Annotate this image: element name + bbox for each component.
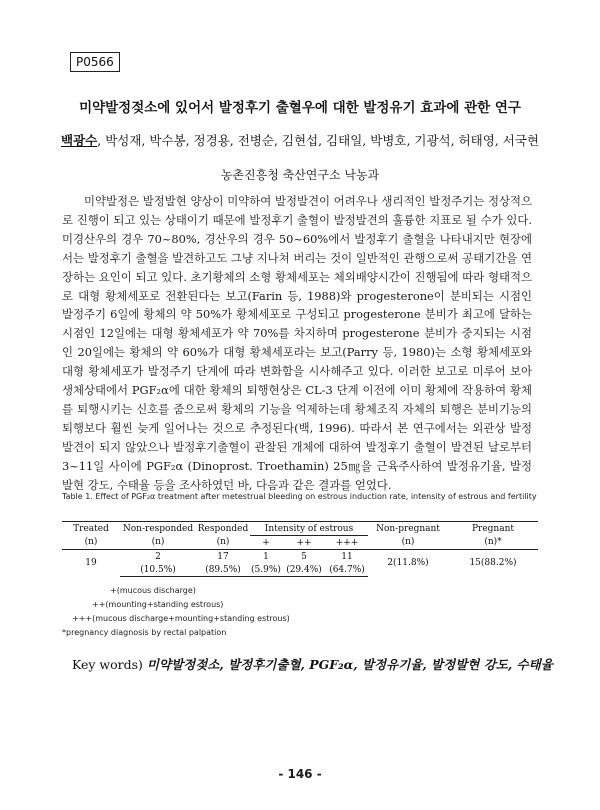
keywords-text: 미약발정젖소, 발정후기출혈, PGF₂α, 발정유기율, 발정발현 강도, 수태율: [146, 657, 553, 672]
cell-plus1-pct: (5.9%): [251, 564, 281, 575]
header-responded-n: (n): [196, 536, 250, 550]
header-treated-n: (n): [62, 536, 120, 550]
cell-responded-pct: (89.5%): [196, 563, 250, 577]
keywords-line: [72, 655, 553, 673]
header-non-pregnant-n: (n): [368, 536, 448, 550]
header-treated: Treated: [62, 522, 120, 536]
cell-pregnant: 15(88.2%): [469, 558, 517, 569]
header-pregnant: Pregnant: [448, 522, 538, 536]
cell-responded: 17: [217, 551, 229, 562]
header-plus3: +++: [326, 536, 368, 550]
header-plus1: +: [250, 536, 282, 550]
keywords-label: Key words): [72, 657, 143, 672]
table-note: ++(mounting+standing estrous): [92, 600, 224, 609]
cell-plus1: 1: [263, 551, 269, 562]
header-pregnant-n: (n)*: [448, 536, 538, 550]
cell-non-responded: 2: [155, 551, 161, 562]
header-non-responded: Non-responded: [120, 522, 196, 536]
author-list: [0, 131, 600, 149]
paper-code-box: [70, 52, 120, 72]
results-table: [62, 521, 538, 577]
cell-plus2: 5: [301, 551, 307, 562]
table-note: *pregnancy diagnosis by rectal palpation: [62, 628, 227, 637]
cell-treated: 19: [85, 558, 97, 569]
table-note: +++(mucous discharge+mounting+standing estrous): [72, 614, 290, 623]
paper-code: P0566: [76, 55, 114, 69]
cell-plus2-pct: (29.4%): [282, 563, 326, 577]
co-authors: , 박성재, 박수봉, 정경용, 전병순, 김현섭, 김태일, 박병호, 기광석, 허태영, 서국현: [97, 133, 539, 148]
page-number: - 146 -: [278, 767, 322, 781]
cell-plus3: 11: [341, 551, 353, 562]
abstract-body: 미약발정은 발정발현 양상이 미약하여 발정발견이 어려우나 생리적인 발정주기는 정상적으로 진행이 되고 있는 상태이기 때문에 발정후기 출혈이 발정발견의 훌륭한 지표로 될 수가 있다. 미경산우의 경우 70~80%, 경산우의 경우 50~60%에서 발정후기 출혈을 나타내지만 현장에서는 발정후기 출혈을 발견하고도 그냥 지나쳐 버리는 것이 일반적인 관행으로써 공태기간을 연장하는 요인이 되고 있다. 초기황체의 소형 황체세포는 체외배양시간이 진행됨에 따라 형태적으로 대형 황체세포로 전환된다는 보고(Farin 등, 1988)와 progesterone이 분비되는 시점인 발정주기 6일에 황체의 약 50%가 황체세포로 구성되고 progesterone 분비가 최고에 달하는 시점인 12일에는 대형 황체세포가 약 70%를 차지하며 progesterone 분비가 중지되는 시점인 20일에는 황체의 약 60%가 대형 황체세포라는 보고(Parry 등, 1980)는 소형 황체세포와 대형 황체세포가 발정주기 단계에 따라 변화함을 시사해주고 있다. 이러한 보고로 미루어 보아 생체상태에서 PGF₂α에 대한 황체의 퇴행현상은 CL-3 단계 이전에 이미 황체에 작용하여 황체를 퇴행시키는 신호를 줌으로써 황체의 기능을 억제하는데 황체조직 자체의 퇴행은 분비기능의 퇴행보다 훨씬 늦게 일어나는 것으로 추정된다(백, 1996). 따라서 본 연구에서는 외관상 발정발견이 되지 않았으나 발정후기출혈이 관찰된 개체에 대하여 발정후기 출혈이 발견된 날로부터 3~11일 사이에 PGF₂α (Dinoprost. Troethamin) 25㎎을 근육주사하여 발정유기율, 발정발현 강도, 수태율 등을 조사하였던 바, 다음과 같은 결과를 얻었다.: [62, 194, 532, 492]
paper-title: 미약발정젖소에 있어서 발정후기 출혈우에 대한 발정유기 효과에 관한 연구: [79, 100, 521, 116]
table-note: +(mucous discharge): [110, 586, 196, 595]
cell-non-responded-pct: (10.5%): [120, 563, 196, 577]
header-intensity: Intensity of estrous: [250, 522, 368, 536]
header-plus2: ++: [282, 536, 326, 550]
header-non-pregnant: Non-pregnant: [368, 522, 448, 536]
table-caption: Table 1. Effect of PGF₂α treatment after metestrual bleeding on estrous induction rate, intensity of estrous and fertility: [62, 492, 537, 501]
cell-non-pregnant: 2(11.8%): [387, 558, 429, 569]
header-non-responded-n: (n): [120, 536, 196, 550]
header-responded: Responded: [196, 522, 250, 536]
first-author: 백광수: [61, 133, 98, 148]
cell-plus3-pct: (64.7%): [326, 563, 368, 577]
affiliation: 농촌진흥청 축산연구소 낙농과: [220, 168, 380, 182]
